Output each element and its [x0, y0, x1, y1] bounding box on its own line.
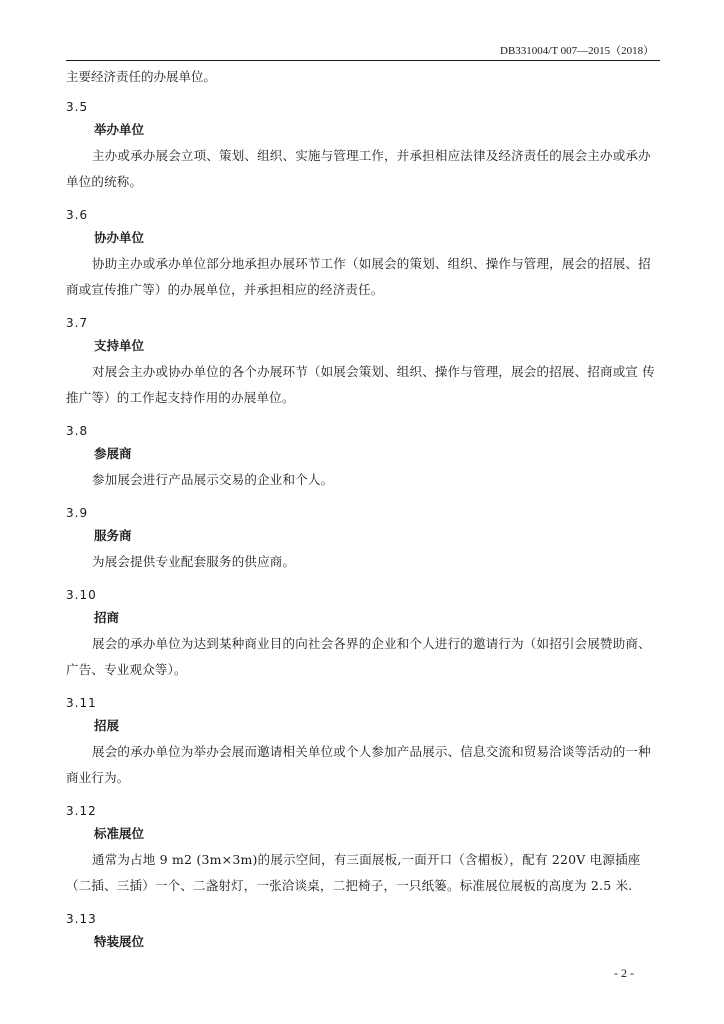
section-title: 标准展位 [94, 826, 145, 841]
section-title: 参展商 [94, 446, 132, 461]
section-text: 参加展会进行产品展示交易的企业和个人。 [92, 472, 334, 487]
header-divider [66, 60, 660, 61]
section-3-7 [66, 313, 662, 411]
section-3-11 [66, 693, 662, 791]
section-number: 3.5 [66, 100, 89, 114]
section-3-9 [66, 503, 662, 575]
document-body [66, 67, 662, 955]
section-number: 3.9 [66, 506, 89, 520]
section-number: 3.7 [66, 316, 89, 330]
section-title: 特装展位 [94, 934, 145, 949]
section-text: 展会的承办单位为达到某种商业目的向社会各界的企业和个人进行的邀请行为（如招引会展赞助商、广告、专业观众等）。 [66, 636, 651, 677]
section-text: 协助主办或承办单位部分地承担办展环节工作（如展会的策划、组织、操作与管理，展会的招展、招商或宣传推广等）的办展单位，并承担相应的经济责任。 [66, 256, 651, 297]
section-3-8 [66, 421, 662, 493]
section-title: 招商 [94, 610, 120, 625]
section-3-13 [66, 909, 662, 955]
section-number: 3.10 [66, 588, 97, 602]
section-title: 举办单位 [94, 122, 145, 137]
section-number: 3.6 [66, 208, 89, 222]
section-number: 3.12 [66, 804, 97, 818]
section-text: 展会的承办单位为举办会展而邀请相关单位或个人参加产品展示、信息交流和贸易洽谈等活动的一种商业行为。 [66, 744, 651, 785]
section-3-10 [66, 585, 662, 683]
section-3-6 [66, 205, 662, 303]
intro-line: 主要经济责任的办展单位。 [66, 69, 217, 84]
section-title: 招展 [94, 718, 120, 733]
section-text: 主办或承办展会立项、策划、组织、实施与管理工作，并承担相应法律及经济责任的展会主办或承办单位的统称。 [66, 148, 651, 189]
section-3-12 [66, 801, 662, 899]
section-title: 协办单位 [94, 230, 145, 245]
section-3-5 [66, 97, 662, 195]
section-text: 对展会主办或协办单位的各个办展环节（如展会策划、组织、操作与管理，展会的招展、招商或宣 传推广等）的工作起支持作用的办展单位。 [66, 364, 655, 405]
page-number: - 2 - [614, 966, 634, 980]
section-title: 支持单位 [94, 338, 145, 353]
section-number: 3.13 [66, 912, 97, 926]
section-number: 3.8 [66, 424, 89, 438]
section-text: 为展会提供专业配套服务的供应商。 [92, 554, 296, 569]
section-text: 通常为占地 9 m2 (3m×3m)的展示空间，有三面展板,一面开口（含楣板），配有 220V 电源插座（二插、三插）一个、二盏射灯，一张洽谈桌，二把椅子，一只纸篓。标准展位展板的高度为 2.5 米. [66, 852, 641, 893]
section-title: 服务商 [94, 528, 132, 543]
document-code-header: DB331004/T 007—2015（2018） [500, 45, 655, 57]
section-number: 3.11 [66, 696, 97, 710]
